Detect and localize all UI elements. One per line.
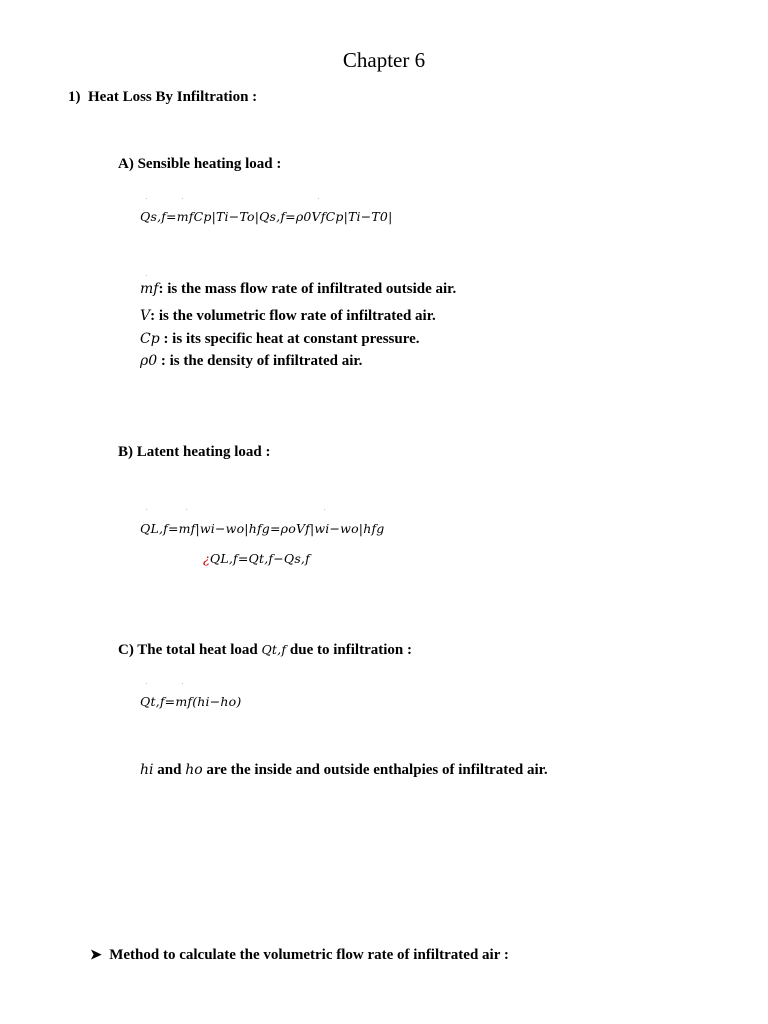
dot-mark: . [186,506,188,512]
dot-mark: . [146,506,148,512]
symbol-qtf: Qt,f [261,642,287,657]
dot-mark: . [318,195,320,201]
definition-text: : is the volumetric flow rate of infiltrated air. [150,308,436,324]
definition-text: : is the density of infiltrated air. [157,353,363,369]
symbol-hi: hi [140,762,154,778]
section-c-heading [118,642,412,659]
definition-text: : is its specific heat at constant pressure. [159,331,420,347]
symbol-ho: ho [185,762,203,778]
equation-body: QL,f=Qt,f−Qs,f [209,551,310,566]
definition-text: : is the mass flow rate of infiltrated outside air. [158,281,457,297]
sensible-load-equation: Qs,f=mfCp|Ti−To|Qs,f=ρ0VfCp|Ti−T0| [140,209,393,224]
section-1-heading [68,89,257,106]
method-text: Method to calculate the volumetric flow rate of infiltrated air : [109,947,509,963]
definition-mass-flow [140,281,456,298]
page-title: Chapter 6 [342,48,426,72]
enthalpy-note [140,762,548,779]
dot-mark: . [146,680,148,686]
note-text: are the inside and outside enthalpies of infiltrated air. [202,762,548,778]
dot-mark: . [182,680,184,686]
symbol-cp: Cp [140,331,160,347]
symbol-rho: ρ0 [140,353,158,369]
section-b-heading: B) Latent heating load : [118,444,271,460]
definition-volumetric-flow [140,308,436,325]
inverted-question-mark: ¿ [203,551,210,566]
dot-mark: . [182,195,184,201]
definition-density [140,353,362,370]
total-load-equation: Qt,f=mf(hi−ho) [140,694,242,709]
section-a-heading: A) Sensible heating load : [118,156,282,172]
dot-mark: . [324,506,326,512]
dot-mark: . [146,195,148,201]
note-text: and [153,762,186,778]
latent-load-equation: QL,f=mf|wi−wo|hfg=ρoVf|wi−wo|hfg [140,521,385,536]
heading-text: C) The total heat load [118,642,262,658]
dot-mark: . [146,272,148,278]
arrow-bullet-icon: ➤ [90,948,102,963]
symbol-mf: mf [140,281,159,297]
latent-load-equation-2 [203,551,310,566]
section-1-number: 1) [68,89,81,105]
definition-specific-heat [140,331,420,348]
section-1-label: Heat Loss By Infiltration : [88,89,258,105]
method-bullet [90,947,509,964]
symbol-v: V [140,308,151,324]
heading-text: due to infiltration : [286,642,412,658]
